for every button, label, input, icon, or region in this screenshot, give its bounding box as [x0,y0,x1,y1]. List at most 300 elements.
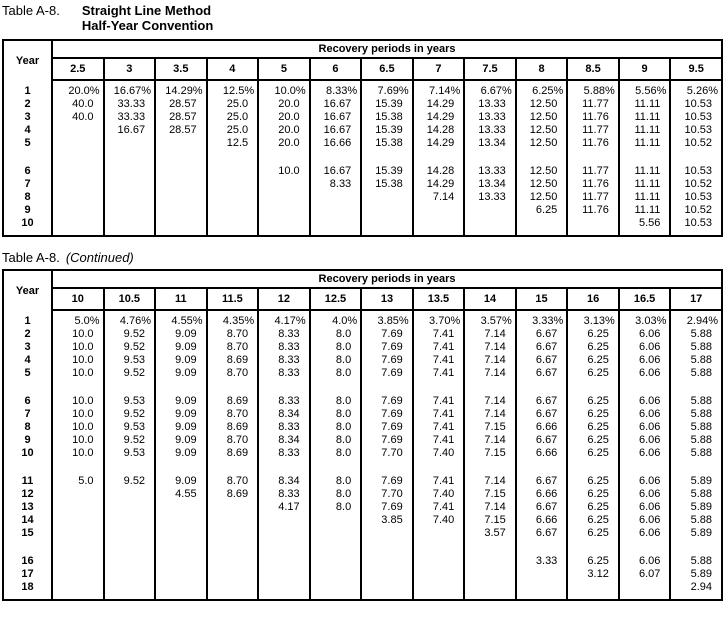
value-cell: 6.06 [619,367,671,380]
value-cell: 7.69 [361,328,413,341]
value-cell: 5.88 [670,434,722,447]
value-cell: 40.0 [52,98,104,111]
value-cell: 12.50 [516,178,568,191]
value-cell: 6.25 [567,354,619,367]
value-cell: 4.17% [258,315,310,328]
value-cell [310,555,362,568]
value-cell: 8.33 [258,367,310,380]
value-cell: 9.09 [155,447,207,460]
value-cell [104,204,156,217]
year-cell: 3 [3,341,52,354]
value-cell: 11.76 [567,204,619,217]
value-cell: 11.11 [619,204,671,217]
value-cell: 11.77 [567,165,619,178]
value-cell: 10.0 [52,421,104,434]
value-cell [413,527,465,540]
col-header-3: 3 [104,58,156,80]
value-cell: 12.50 [516,98,568,111]
value-cell [155,178,207,191]
value-cell: 7.70 [361,488,413,501]
value-cell: 16.67 [310,165,362,178]
value-cell: 3.33% [516,315,568,328]
value-cell: 7.41 [413,341,465,354]
data-row-year-12 [3,488,722,501]
year-cell: 1 [3,315,52,328]
value-cell [361,217,413,230]
data-row-year-3 [3,111,722,124]
value-cell: 11.11 [619,124,671,137]
value-cell: 8.33 [258,328,310,341]
value-cell: 6.25 [567,395,619,408]
value-cell: 7.14 [464,367,516,380]
data-row-year-8 [3,421,722,434]
value-cell: 9.52 [104,328,156,341]
value-cell [464,555,516,568]
value-cell: 7.40 [413,488,465,501]
value-cell [464,581,516,594]
value-cell: 8.33 [258,354,310,367]
value-cell: 9.09 [155,328,207,341]
value-cell: 5.88 [670,354,722,367]
value-cell: 28.57 [155,98,207,111]
value-cell [207,165,259,178]
value-cell [361,568,413,581]
data-row-year-4 [3,124,722,137]
value-cell: 5.56% [619,85,671,98]
value-cell: 7.69 [361,367,413,380]
data-row-year-17 [3,568,722,581]
value-cell: 4.55 [155,488,207,501]
col-header-9.5: 9.5 [670,58,722,80]
value-cell [413,581,465,594]
col-header-6: 6 [310,58,362,80]
value-cell: 5.88 [670,421,722,434]
value-cell: 10.53 [670,124,722,137]
value-cell: 10.0 [52,328,104,341]
value-cell: 16.67 [310,124,362,137]
value-cell: 6.25 [567,475,619,488]
data-row-year-6 [3,395,722,408]
col-header-5: 5 [258,58,310,80]
value-cell: 10.0% [258,85,310,98]
value-cell [104,501,156,514]
value-cell: 10.0 [52,447,104,460]
value-cell: 6.06 [619,488,671,501]
value-cell [413,204,465,217]
value-cell: 9.09 [155,434,207,447]
value-cell [567,581,619,594]
value-cell: 7.69 [361,475,413,488]
value-cell: 25.0 [207,111,259,124]
value-cell: 6.06 [619,501,671,514]
value-cell [52,488,104,501]
year-cell: 6 [3,395,52,408]
value-cell: 13.33 [464,111,516,124]
value-cell: 13.33 [464,98,516,111]
value-cell: 3.03% [619,315,671,328]
value-cell: 16.67 [310,111,362,124]
value-cell: 8.33 [258,341,310,354]
col-header-13.5: 13.5 [413,288,465,310]
value-cell: 9.09 [155,354,207,367]
value-cell [310,191,362,204]
year-cell: 16 [3,555,52,568]
year-cell: 15 [3,527,52,540]
value-cell: 7.41 [413,395,465,408]
value-cell: 9.53 [104,395,156,408]
value-cell: 11.76 [567,137,619,150]
value-cell: 9.53 [104,447,156,460]
value-cell: 8.0 [310,488,362,501]
recovery-periods-header: Recovery periods in years [52,270,722,288]
value-cell [104,527,156,540]
value-cell: 3.85 [361,514,413,527]
value-cell: 9.09 [155,408,207,421]
value-cell: 6.67 [516,341,568,354]
value-cell: 25.0 [207,124,259,137]
value-cell [619,581,671,594]
value-cell: 6.66 [516,488,568,501]
spacer-row [3,150,722,165]
value-cell [516,568,568,581]
value-cell: 8.33 [258,447,310,460]
value-cell: 7.14 [464,328,516,341]
value-cell: 33.33 [104,98,156,111]
col-header-13: 13 [361,288,413,310]
year-cell: 17 [3,568,52,581]
value-cell: 7.69% [361,85,413,98]
value-cell: 20.0% [52,85,104,98]
value-cell: 7.14 [464,475,516,488]
value-cell: 9.09 [155,421,207,434]
value-cell: 9.09 [155,341,207,354]
value-cell: 8.69 [207,354,259,367]
value-cell: 7.69 [361,434,413,447]
year-header: Year [3,270,52,310]
col-header-4: 4 [207,58,259,80]
value-cell: 8.70 [207,408,259,421]
value-cell: 11.76 [567,178,619,191]
value-cell [207,217,259,230]
col-header-14: 14 [464,288,516,310]
value-cell [104,137,156,150]
value-cell [516,581,568,594]
value-cell: 5.88 [670,328,722,341]
value-cell: 6.25 [567,434,619,447]
value-cell [104,165,156,178]
value-cell: 16.66 [310,137,362,150]
value-cell [155,555,207,568]
value-cell [310,204,362,217]
value-cell: 7.70 [361,447,413,460]
value-cell: 9.09 [155,475,207,488]
value-cell: 6.25 [567,328,619,341]
value-cell: 9.52 [104,408,156,421]
value-cell: 6.06 [619,475,671,488]
spacer-row [3,540,722,555]
value-cell: 6.25 [567,514,619,527]
value-cell: 6.25 [567,367,619,380]
value-cell: 15.38 [361,111,413,124]
value-cell: 2.94% [670,315,722,328]
value-cell: 14.29 [413,111,465,124]
year-cell: 18 [3,581,52,594]
value-cell: 13.34 [464,137,516,150]
year-cell: 3 [3,111,52,124]
data-row-year-10 [3,447,722,460]
value-cell: 3.57 [464,527,516,540]
value-cell: 7.15 [464,488,516,501]
value-cell [413,217,465,230]
spacer-row [3,460,722,475]
value-cell: 10.53 [670,111,722,124]
value-cell: 8.0 [310,421,362,434]
col-header-7: 7 [413,58,465,80]
value-cell: 8.0 [310,341,362,354]
table1-caption [2,3,723,33]
data-row-year-1 [3,85,722,98]
value-cell [155,527,207,540]
value-cell: 8.69 [207,447,259,460]
value-cell: 8.0 [310,354,362,367]
col-header-3.5: 3.5 [155,58,207,80]
value-cell: 8.69 [207,395,259,408]
value-cell [207,514,259,527]
data-row-year-1 [3,315,722,328]
value-cell: 2.94 [670,581,722,594]
value-cell: 12.50 [516,137,568,150]
value-cell: 4.76% [104,315,156,328]
value-cell: 12.50 [516,191,568,204]
value-cell: 7.69 [361,354,413,367]
value-cell: 20.0 [258,98,310,111]
data-row-year-18 [3,581,722,594]
value-cell: 9.09 [155,395,207,408]
value-cell: 8.0 [310,447,362,460]
value-cell: 10.53 [670,98,722,111]
value-cell: 8.70 [207,341,259,354]
value-cell: 9.53 [104,354,156,367]
value-cell: 6.06 [619,354,671,367]
value-cell: 14.29 [413,98,465,111]
value-cell: 6.67 [516,434,568,447]
value-cell: 7.41 [413,475,465,488]
value-cell: 15.38 [361,178,413,191]
value-cell: 10.0 [52,408,104,421]
value-cell [155,581,207,594]
value-cell: 12.50 [516,124,568,137]
year-cell: 9 [3,434,52,447]
value-cell: 9.52 [104,341,156,354]
value-cell [361,527,413,540]
value-cell [104,555,156,568]
value-cell: 5.89 [670,475,722,488]
value-cell [207,191,259,204]
value-cell [52,581,104,594]
value-cell: 6.67 [516,395,568,408]
value-cell [310,568,362,581]
value-cell: 5.89 [670,527,722,540]
value-cell [361,581,413,594]
value-cell: 11.11 [619,111,671,124]
col-header-7.5: 7.5 [464,58,516,80]
value-cell: 15.39 [361,165,413,178]
value-cell: 5.88 [670,341,722,354]
value-cell [310,527,362,540]
value-cell: 3.13% [567,315,619,328]
table1-title [82,3,213,33]
value-cell: 7.69 [361,341,413,354]
value-cell [258,514,310,527]
value-cell [52,178,104,191]
value-cell [52,555,104,568]
value-cell: 6.25 [567,421,619,434]
value-cell: 9.52 [104,475,156,488]
value-cell: 4.55% [155,315,207,328]
col-header-11: 11 [155,288,207,310]
value-cell: 7.69 [361,395,413,408]
value-cell: 10.0 [258,165,310,178]
value-cell [258,191,310,204]
value-cell: 7.14 [413,191,465,204]
value-cell: 8.34 [258,475,310,488]
value-cell: 8.0 [310,434,362,447]
value-cell [207,178,259,191]
value-cell: 6.67 [516,475,568,488]
col-header-2.5: 2.5 [52,58,104,80]
value-cell: 10.0 [52,367,104,380]
value-cell [104,191,156,204]
col-header-8.5: 8.5 [567,58,619,80]
value-cell: 7.40 [413,514,465,527]
value-cell: 7.15 [464,447,516,460]
value-cell: 7.15 [464,514,516,527]
value-cell [155,204,207,217]
col-header-8: 8 [516,58,568,80]
year-cell: 8 [3,191,52,204]
value-cell [52,124,104,137]
value-cell: 6.06 [619,328,671,341]
value-cell: 33.33 [104,111,156,124]
table2-caption-continued: (Continued) [65,250,134,265]
value-cell [258,204,310,217]
depreciation-table-2 [2,269,723,601]
value-cell [155,568,207,581]
value-cell: 7.41 [413,408,465,421]
year-cell: 11 [3,475,52,488]
value-cell: 15.39 [361,124,413,137]
value-cell [52,217,104,230]
value-cell: 10.0 [52,354,104,367]
value-cell: 6.06 [619,421,671,434]
year-cell: 5 [3,137,52,150]
value-cell: 6.06 [619,341,671,354]
col-header-9: 9 [619,58,671,80]
value-cell: 8.0 [310,328,362,341]
value-cell [413,555,465,568]
year-cell: 6 [3,165,52,178]
value-cell: 5.88 [670,367,722,380]
value-cell: 14.28 [413,124,465,137]
value-cell: 11.77 [567,124,619,137]
value-cell: 11.11 [619,98,671,111]
value-cell: 40.0 [52,111,104,124]
table2-caption [2,250,723,265]
value-cell [104,178,156,191]
table1-title-line1: Straight Line Method [81,3,212,18]
value-cell: 4.0% [310,315,362,328]
value-cell [258,217,310,230]
year-cell: 4 [3,354,52,367]
year-cell: 7 [3,178,52,191]
value-cell: 8.34 [258,408,310,421]
value-cell: 20.0 [258,137,310,150]
value-cell [361,204,413,217]
data-row-year-4 [3,354,722,367]
value-cell [104,568,156,581]
value-cell: 11.77 [567,98,619,111]
value-cell [464,204,516,217]
value-cell [52,501,104,514]
value-cell: 8.33% [310,85,362,98]
value-cell: 8.34 [258,434,310,447]
value-cell: 11.11 [619,178,671,191]
value-cell [155,514,207,527]
data-row-year-15 [3,527,722,540]
value-cell: 6.25 [567,447,619,460]
value-cell: 6.06 [619,395,671,408]
value-cell: 6.06 [619,527,671,540]
value-cell [310,514,362,527]
value-cell: 8.70 [207,475,259,488]
value-cell: 6.67 [516,328,568,341]
value-cell: 8.33 [258,488,310,501]
value-cell: 7.14 [464,408,516,421]
value-cell [207,204,259,217]
value-cell [310,581,362,594]
value-cell: 5.89 [670,501,722,514]
value-cell: 5.88% [567,85,619,98]
value-cell: 8.33 [258,395,310,408]
value-cell: 13.34 [464,178,516,191]
value-cell: 6.67 [516,354,568,367]
value-cell: 7.69 [361,501,413,514]
year-cell: 8 [3,421,52,434]
value-cell [52,204,104,217]
year-cell: 2 [3,328,52,341]
value-cell: 3.70% [413,315,465,328]
data-row-year-2 [3,328,722,341]
year-cell: 7 [3,408,52,421]
col-header-6.5: 6.5 [361,58,413,80]
value-cell: 5.88 [670,555,722,568]
value-cell [258,555,310,568]
value-cell: 7.41 [413,328,465,341]
data-row-year-10 [3,217,722,230]
data-row-year-7 [3,408,722,421]
value-cell: 16.67 [104,124,156,137]
value-cell [207,581,259,594]
value-cell [52,191,104,204]
value-cell: 7.14 [464,354,516,367]
value-cell: 11.11 [619,137,671,150]
value-cell: 5.88 [670,514,722,527]
value-cell: 6.25 [567,555,619,568]
value-cell: 3.57% [464,315,516,328]
value-cell: 9.53 [104,421,156,434]
data-row-year-6 [3,165,722,178]
value-cell: 13.33 [464,191,516,204]
